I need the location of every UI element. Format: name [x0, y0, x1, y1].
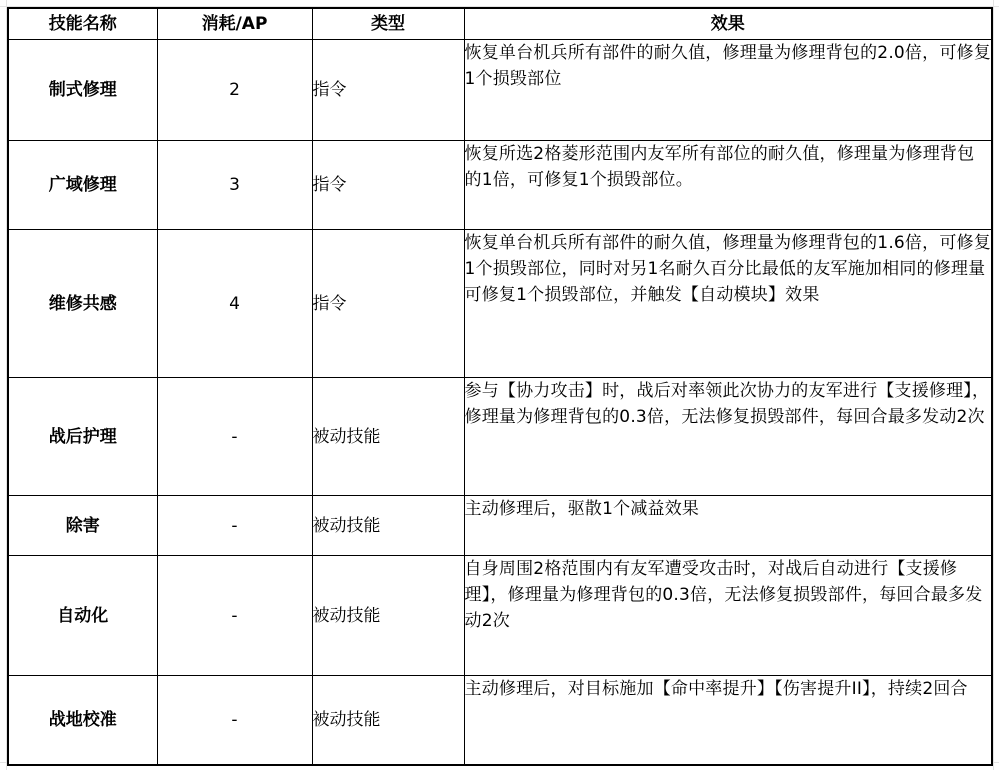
skill-effect-cell: 自身周围2格范围内有友军遭受攻击时，对战后自动进行【支援修理】，修理量为修理背包的0.3倍，无法修复损毁部件，每回合最多发动2次	[464, 556, 992, 676]
skill-name-cell: 除害	[8, 496, 157, 556]
skill-type-cell: 被动技能	[312, 556, 464, 676]
skill-type-cell: 指令	[312, 230, 464, 378]
skill-type-cell: 指令	[312, 40, 464, 141]
table-row	[8, 230, 992, 378]
header-cost: 消耗/AP	[157, 8, 312, 40]
skill-effect-cell: 主动修理后，驱散1个减益效果	[464, 496, 992, 556]
skill-cost-cell: 4	[157, 230, 312, 378]
table-row	[8, 378, 992, 496]
skill-effect-cell: 恢复单台机兵所有部件的耐久值，修理量为修理背包的1.6倍，可修复1个损毁部位，同时对另1名耐久百分比最低的友军施加相同的修理量可修复1个损毁部位，并触发【自动模块】效果	[464, 230, 992, 378]
skill-effect-cell: 参与【协力攻击】时，战后对率领此次协力的友军进行【支援修理】，修理量为修理背包的0.3倍，无法修复损毁部件，每回合最多发动2次	[464, 378, 992, 496]
table-header-row	[8, 8, 992, 40]
skill-type-cell: 被动技能	[312, 496, 464, 556]
header-effect: 效果	[464, 8, 992, 40]
skill-name-cell: 自动化	[8, 556, 157, 676]
skill-cost-cell: -	[157, 676, 312, 765]
skill-effect-cell: 恢复所选2格菱形范围内友军所有部位的耐久值，修理量为修理背包的1倍，可修复1个损毁部位。	[464, 141, 992, 230]
skill-cost-cell: -	[157, 496, 312, 556]
skill-type-cell: 指令	[312, 141, 464, 230]
skill-type-cell: 被动技能	[312, 676, 464, 765]
skill-name-cell: 战地校准	[8, 676, 157, 765]
skill-effect-cell: 主动修理后，对目标施加【命中率提升】【伤害提升II】，持续2回合	[464, 676, 992, 765]
skill-name-cell: 制式修理	[8, 40, 157, 141]
skill-name-cell: 维修共感	[8, 230, 157, 378]
skills-table	[7, 7, 993, 766]
header-type: 类型	[312, 8, 464, 40]
skill-name-cell: 战后护理	[8, 378, 157, 496]
skill-type-cell: 被动技能	[312, 378, 464, 496]
table-row	[8, 141, 992, 230]
table-row	[8, 676, 992, 765]
table-row	[8, 556, 992, 676]
skill-cost-cell: -	[157, 556, 312, 676]
skill-name-cell: 广域修理	[8, 141, 157, 230]
skill-cost-cell: 2	[157, 40, 312, 141]
skill-cost-cell: -	[157, 378, 312, 496]
table-row	[8, 496, 992, 556]
skill-cost-cell: 3	[157, 141, 312, 230]
header-skill-name: 技能名称	[8, 8, 157, 40]
skill-effect-cell: 恢复单台机兵所有部件的耐久值，修理量为修理背包的2.0倍，可修复1个损毁部位	[464, 40, 992, 141]
table-row	[8, 40, 992, 141]
